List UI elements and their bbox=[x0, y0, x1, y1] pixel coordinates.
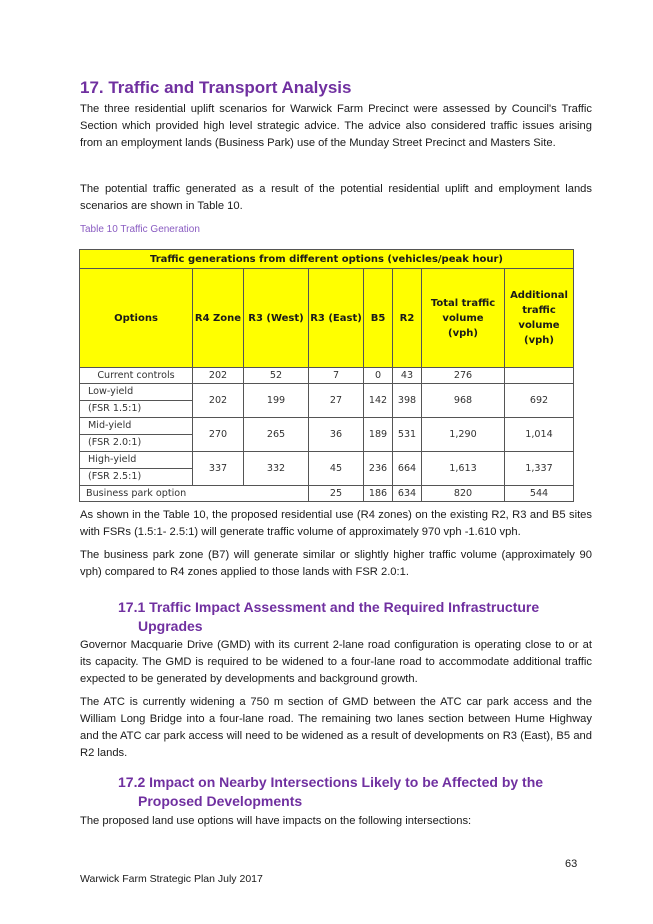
traffic-generation-table bbox=[79, 249, 574, 502]
table-row bbox=[80, 486, 574, 502]
cell-r3-west: 199 bbox=[244, 384, 309, 418]
cell-total: 276 bbox=[422, 368, 505, 384]
table-caption: Table 10 Traffic Generation bbox=[80, 224, 200, 235]
table-row bbox=[80, 384, 574, 418]
subsection-title-17-2: 17.2 Impact on Nearby Intersections Likely to be Affected by the Proposed Developments bbox=[118, 774, 544, 809]
cell-r3-east: 45 bbox=[309, 452, 364, 486]
cell-b5: 186 bbox=[364, 486, 393, 502]
paragraph-business-park: The business park zone (B7) will generate similar or slightly higher traffic volume (approximately 90 vph) compared to R4 zones applied to those lands with FSR 2.0:1. bbox=[80, 549, 592, 578]
paragraph-gmd-capacity: Governor Macquarie Drive (GMD) with its current 2-lane road configuration is operating close to or at its capacity. The GMD is required to be widened to a four-lane road to accommodate additional traffic expected to be generated by developments and background growth. bbox=[80, 639, 592, 685]
cell-r3-east: 36 bbox=[309, 418, 364, 452]
cell-r4: 202 bbox=[193, 384, 244, 418]
cell-r2: 634 bbox=[393, 486, 422, 502]
table-row bbox=[80, 368, 574, 384]
cell-additional: 692 bbox=[505, 384, 574, 418]
cell-r2: 398 bbox=[393, 384, 422, 418]
cell-total: 968 bbox=[422, 384, 505, 418]
header-additional-traffic: Additional traffic volume (vph) bbox=[505, 269, 574, 368]
cell-total: 820 bbox=[422, 486, 505, 502]
cell-additional bbox=[505, 368, 574, 384]
header-r2: R2 bbox=[393, 269, 422, 368]
cell-additional: 1,014 bbox=[505, 418, 574, 452]
section-title: 17. Traffic and Transport Analysis bbox=[80, 78, 352, 97]
row-option: Current controls bbox=[80, 368, 193, 384]
header-options: Options bbox=[80, 269, 193, 368]
cell-r4: 270 bbox=[193, 418, 244, 452]
row-option: Business park option bbox=[80, 486, 309, 502]
table-title: Traffic generations from different options (vehicles/peak hour) bbox=[80, 250, 574, 269]
paragraph-intersections: The proposed land use options will have impacts on the following intersections: bbox=[80, 815, 472, 827]
cell-additional: 1,337 bbox=[505, 452, 574, 486]
cell-r3-west: 332 bbox=[244, 452, 309, 486]
cell-b5: 236 bbox=[364, 452, 393, 486]
cell-b5: 142 bbox=[364, 384, 393, 418]
paragraph-atc-widening: The ATC is currently widening a 750 m section of GMD between the ATC car park access and the William Long Bridge into a four-lane road. The remaining two lanes section between Hume Highway and the ATC car park access will need to be widened as a result of developments on R3 (East), B5 and R2 lands. bbox=[80, 696, 592, 759]
cell-additional: 544 bbox=[505, 486, 574, 502]
cell-r3-east: 27 bbox=[309, 384, 364, 418]
row-option: Low-yield (FSR 1.5:1) bbox=[80, 384, 193, 418]
cell-total: 1,613 bbox=[422, 452, 505, 486]
cell-r3-west: 52 bbox=[244, 368, 309, 384]
row-option: High-yield (FSR 2.5:1) bbox=[80, 452, 193, 486]
cell-r3-east: 25 bbox=[309, 486, 364, 502]
header-r3-west: R3 (West) bbox=[244, 269, 309, 368]
header-total-traffic: Total traffic volume (vph) bbox=[422, 269, 505, 368]
table-row bbox=[80, 418, 574, 452]
paragraph-table-summary: As shown in the Table 10, the proposed residential use (R4 zones) on the existing R2, R3 and B5 sites with FSRs (1.5:1- 2.5:1) will generate traffic volume of approximately 970 vph -1.610 vph. bbox=[80, 509, 592, 538]
footer-document-title: Warwick Farm Strategic Plan July 2017 bbox=[80, 873, 263, 885]
cell-r3-east: 7 bbox=[309, 368, 364, 384]
row-option: Mid-yield (FSR 2.0:1) bbox=[80, 418, 193, 452]
cell-r3-west: 265 bbox=[244, 418, 309, 452]
table-header-row bbox=[80, 269, 574, 368]
cell-r4: 202 bbox=[193, 368, 244, 384]
header-r3-east: R3 (East) bbox=[309, 269, 364, 368]
table-row bbox=[80, 452, 574, 486]
cell-r2: 531 bbox=[393, 418, 422, 452]
subsection-title-17-1: 17.1 Traffic Impact Assessment and the Required Infrastructure Upgrades bbox=[118, 599, 540, 634]
cell-r2: 43 bbox=[393, 368, 422, 384]
paragraph-potential-traffic: The potential traffic generated as a result of the potential residential uplift and employment lands scenarios are shown in Table 10. bbox=[80, 183, 592, 212]
cell-total: 1,290 bbox=[422, 418, 505, 452]
header-b5: B5 bbox=[364, 269, 393, 368]
paragraph-intro: The three residential uplift scenarios for Warwick Farm Precinct were assessed by Council's Traffic Section which provided high level strategic advice. The advice also considered traffic issues arising from an employment lands (Business Park) use of the Munday Street Precinct and Masters Site. bbox=[80, 103, 592, 149]
cell-r4: 337 bbox=[193, 452, 244, 486]
cell-b5: 189 bbox=[364, 418, 393, 452]
header-r4-zone: R4 Zone bbox=[193, 269, 244, 368]
cell-r2: 664 bbox=[393, 452, 422, 486]
page-number: 63 bbox=[565, 858, 578, 870]
cell-b5: 0 bbox=[364, 368, 393, 384]
